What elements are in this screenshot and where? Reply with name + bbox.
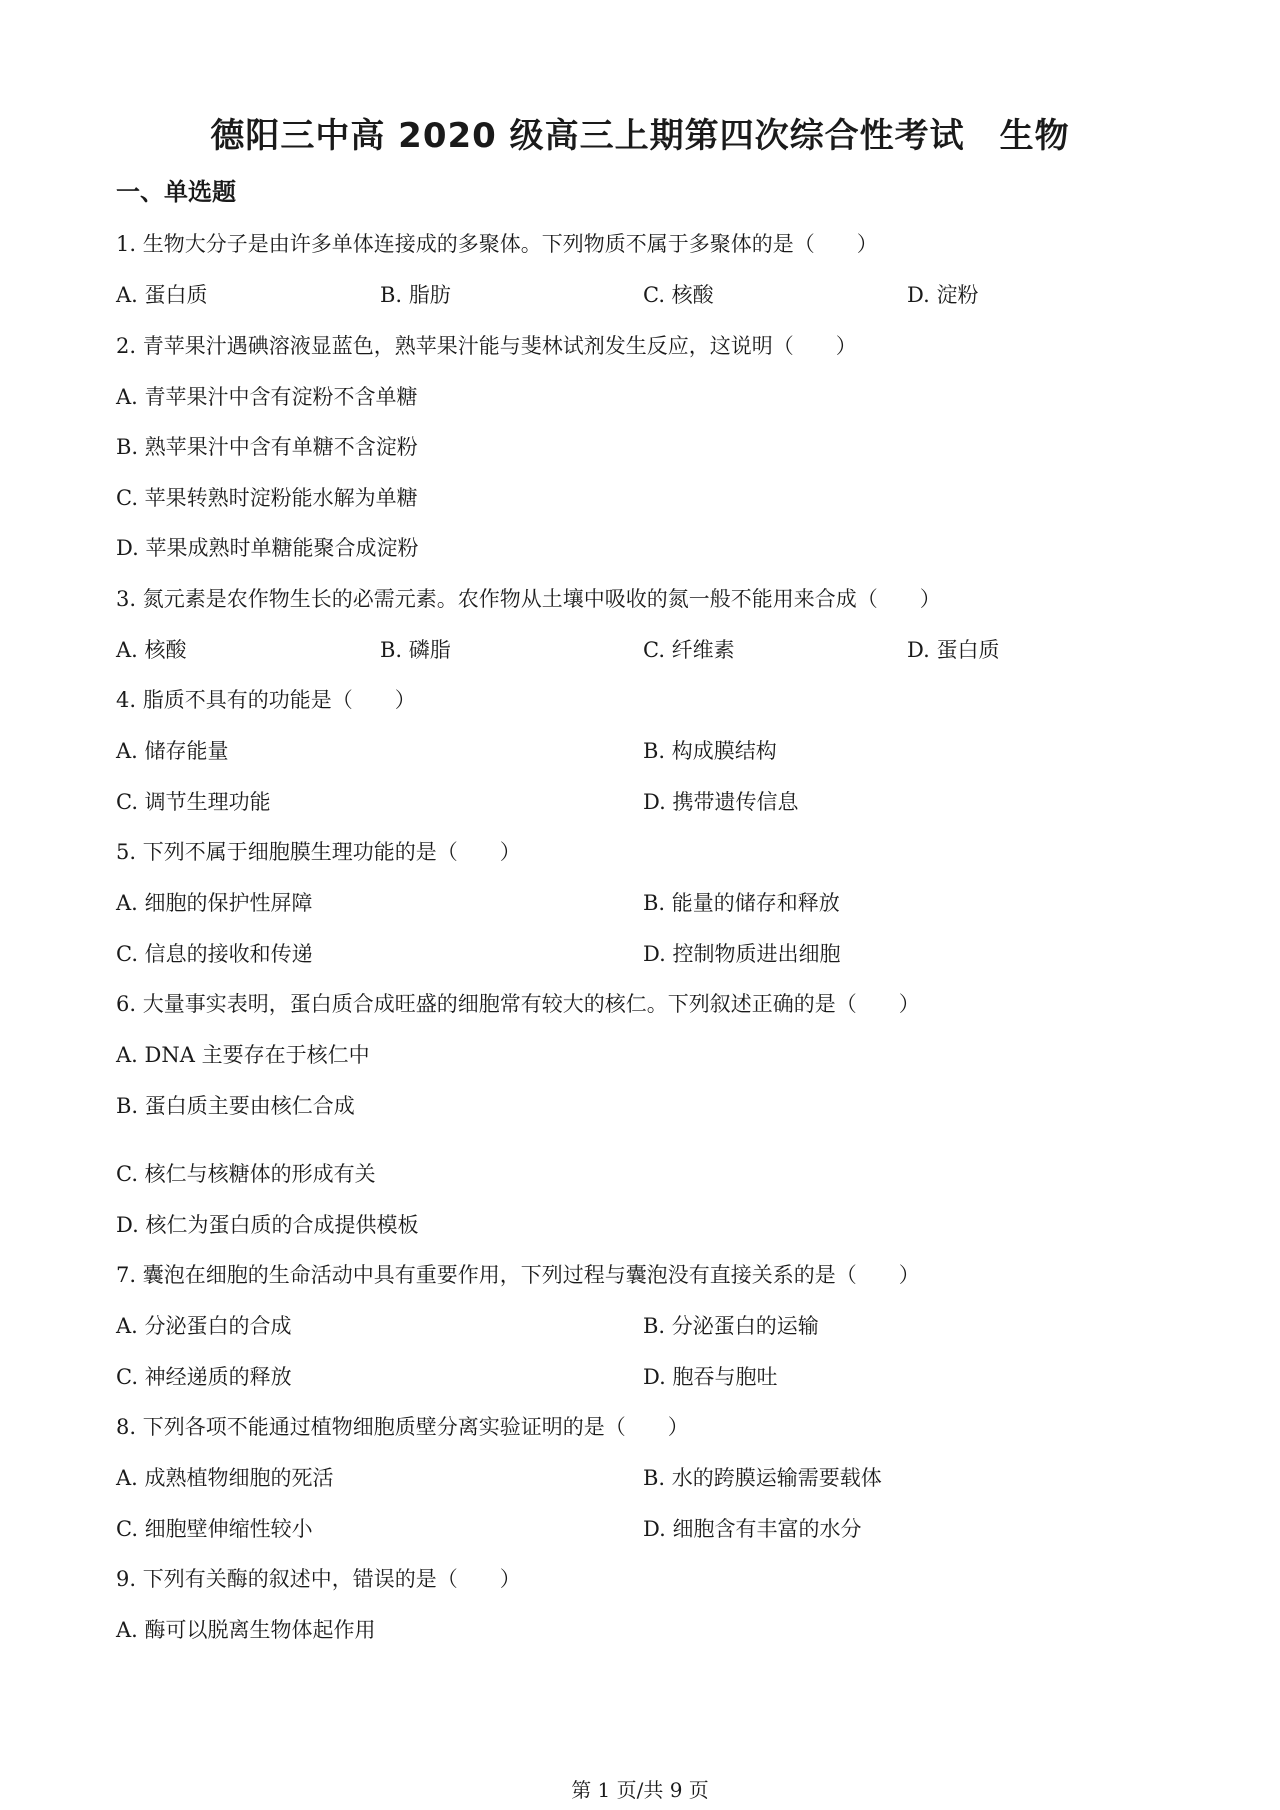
option: D. 苹果成熟时单糖能聚合成淀粉: [116, 536, 419, 560]
option: B. 磷脂: [380, 638, 451, 662]
option: B. 构成膜结构: [643, 739, 777, 763]
option: D. 淀粉: [907, 283, 979, 307]
option: C. 苹果转熟时淀粉能水解为单糖: [116, 486, 418, 510]
option: D. 携带遗传信息: [643, 790, 799, 814]
question-stem: 7. 囊泡在细胞的生命活动中具有重要作用，下列过程与囊泡没有直接关系的是（ ）: [116, 1263, 920, 1287]
option: A. 酶可以脱离生物体起作用: [116, 1618, 376, 1642]
option: C. 纤维素: [643, 638, 735, 662]
question-stem: 3. 氮元素是农作物生长的必需元素。农作物从土壤中吸收的氮一般不能用来合成（ ）: [116, 587, 941, 611]
option: C. 核仁与核糖体的形成有关: [116, 1162, 376, 1186]
option: D. 细胞含有丰富的水分: [643, 1517, 862, 1541]
question-stem: 6. 大量事实表明，蛋白质合成旺盛的细胞常有较大的核仁。下列叙述正确的是（ ）: [116, 992, 920, 1016]
option: A. 蛋白质: [116, 283, 208, 307]
option: A. 核酸: [116, 638, 187, 662]
question-stem: 2. 青苹果汁遇碘溶液显蓝色，熟苹果汁能与斐林试剂发生反应，这说明（ ）: [116, 334, 857, 358]
option: D. 胞吞与胞吐: [643, 1365, 778, 1389]
option: B. 能量的储存和释放: [643, 891, 840, 915]
option: A. 分泌蛋白的合成: [116, 1314, 292, 1338]
question-stem: 8. 下列各项不能通过植物细胞质壁分离实验证明的是（ ）: [116, 1415, 689, 1439]
exam-title: 德阳三中高 2020 级高三上期第四次综合性考试 生物: [210, 116, 1070, 156]
question-stem: 1. 生物大分子是由许多单体连接成的多聚体。下列物质不属于多聚体的是（ ）: [116, 232, 878, 256]
option: B. 蛋白质主要由核仁合成: [116, 1094, 355, 1118]
option: C. 信息的接收和传递: [116, 942, 313, 966]
question-stem: 9. 下列有关酶的叙述中，错误的是（ ）: [116, 1567, 521, 1591]
option: D. 核仁为蛋白质的合成提供模板: [116, 1213, 419, 1237]
option: B. 分泌蛋白的运输: [643, 1314, 819, 1338]
option: D. 蛋白质: [907, 638, 1000, 662]
option: B. 熟苹果汁中含有单糖不含淀粉: [116, 435, 418, 459]
option: C. 细胞壁伸缩性较小: [116, 1517, 313, 1541]
option: C. 调节生理功能: [116, 790, 271, 814]
question-stem: 5. 下列不属于细胞膜生理功能的是（ ）: [116, 840, 521, 864]
option: A. 青苹果汁中含有淀粉不含单糖: [116, 385, 418, 409]
option: A. 储存能量: [116, 739, 229, 763]
option: A. 成熟植物细胞的死活: [116, 1466, 334, 1490]
option: C. 神经递质的释放: [116, 1365, 292, 1389]
option: B. 脂肪: [380, 283, 451, 307]
option: C. 核酸: [643, 283, 714, 307]
page-footer: 第 1 页/共 9 页: [571, 1778, 709, 1802]
option: B. 水的跨膜运输需要载体: [643, 1466, 882, 1490]
option: A. DNA 主要存在于核仁中: [116, 1043, 370, 1067]
option: A. 细胞的保护性屏障: [116, 891, 313, 915]
option: D. 控制物质进出细胞: [643, 942, 841, 966]
section-heading: 一、单选题: [116, 178, 236, 206]
question-stem: 4. 脂质不具有的功能是（ ）: [116, 688, 416, 712]
